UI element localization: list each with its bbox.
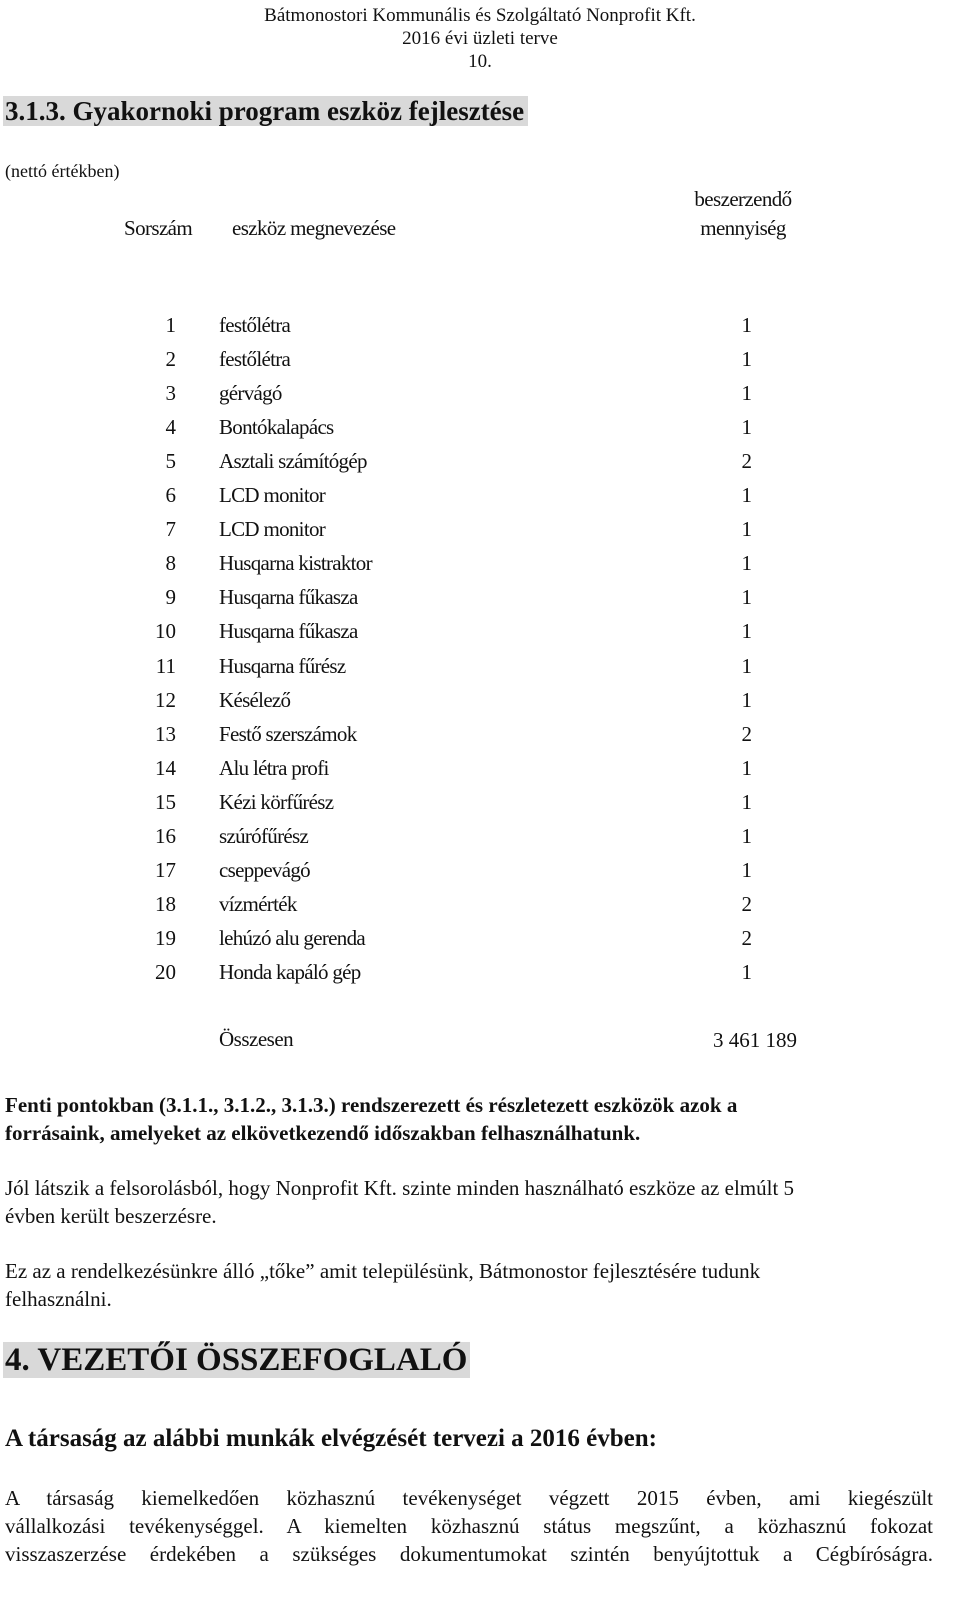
- row-quantity: 1: [741, 347, 752, 371]
- row-quantity: 1: [741, 517, 752, 541]
- section-note: (nettó értékben): [5, 161, 120, 181]
- row-number: 18: [155, 892, 176, 916]
- chapter-body-line1: A társaság kiemelkedően közhasznú tevékenységet végzett 2015 évben, ami kiegészült: [5, 1486, 933, 1510]
- table-row: [0, 444, 960, 478]
- row-number: 19: [155, 926, 176, 950]
- paragraph-capital-line1: Ez az a rendelkezésünkre álló „tőke” amit településünk, Bátmonostor fejlesztésére tudunk: [5, 1259, 761, 1283]
- table-row: [0, 819, 960, 853]
- row-equipment-name: Késélező: [219, 688, 291, 712]
- header-plan: 2016 évi üzleti terve: [402, 28, 558, 49]
- chapter-subtitle: A társaság az alábbi munkák elvégzését tervezi a 2016 évben:: [5, 1425, 658, 1452]
- total-value: 3 461 189: [713, 1028, 797, 1052]
- row-quantity: 1: [741, 415, 752, 439]
- row-quantity: 1: [741, 654, 752, 678]
- row-number: 15: [155, 790, 176, 814]
- row-quantity: 1: [741, 551, 752, 575]
- row-quantity: 2: [741, 722, 752, 746]
- paragraph-resources-line1: Fenti pontokban (3.1.1., 3.1.2., 3.1.3.) rendszerezett és részletezett eszközök azok a: [5, 1093, 738, 1117]
- table-row: [0, 512, 960, 546]
- row-equipment-name: Husqarna fűrész: [219, 654, 346, 678]
- row-equipment-name: LCD monitor: [219, 483, 326, 507]
- row-equipment-name: cseppevágó: [219, 858, 310, 882]
- row-number: 13: [155, 722, 176, 746]
- table-row: [0, 478, 960, 512]
- row-equipment-name: szúrófűrész: [219, 824, 309, 848]
- row-equipment-name: Husqarna fűkasza: [219, 585, 358, 609]
- row-equipment-name: Kézi körfűrész: [219, 790, 334, 814]
- row-quantity: 2: [741, 449, 752, 473]
- table-row: [0, 921, 960, 955]
- total-label: Összesen: [219, 1027, 294, 1051]
- table-row: [0, 649, 960, 683]
- header-qty-line1: beszerzendő: [694, 187, 792, 211]
- row-number: 2: [165, 347, 176, 371]
- paragraph-procurement-line2: évben került beszerzésre.: [5, 1204, 217, 1228]
- row-equipment-name: vízmérték: [219, 892, 297, 916]
- row-quantity: 2: [741, 926, 752, 950]
- table-row: [0, 614, 960, 648]
- chapter-title-text: 4. VEZETŐI ÖSSZEFOGLALÓ: [3, 1342, 470, 1378]
- row-quantity: 1: [741, 483, 752, 507]
- paragraph-resources-line2: forrásaink, amelyeket az elkövetkezendő időszakban felhasználhatunk.: [5, 1121, 641, 1145]
- row-number: 14: [155, 756, 176, 780]
- row-equipment-name: Alu létra profi: [219, 756, 329, 780]
- row-equipment-name: festőlétra: [219, 347, 291, 371]
- row-number: 16: [155, 824, 176, 848]
- row-quantity: 2: [741, 892, 752, 916]
- row-equipment-name: gérvágó: [219, 381, 282, 405]
- table-row: [0, 785, 960, 819]
- section-title-text: 3.1.3. Gyakornoki program eszköz fejlesztése: [3, 96, 528, 126]
- row-quantity: 1: [741, 313, 752, 337]
- row-quantity: 1: [741, 824, 752, 848]
- paragraph-procurement-line1: Jól látszik a felsorolásból, hogy Nonprofit Kft. szinte minden használható eszköze az elmúlt 5: [5, 1176, 795, 1200]
- row-equipment-name: Husqarna fűkasza: [219, 619, 358, 643]
- row-quantity: 1: [741, 858, 752, 882]
- table-row: [0, 853, 960, 887]
- chapter-body-line2: vállalkozási tevékenységgel. A kiemelten közhasznú státus megszűnt, a közhasznú fokozat: [5, 1514, 933, 1538]
- table-row: [0, 955, 960, 989]
- row-quantity: 1: [741, 381, 752, 405]
- row-number: 12: [155, 688, 176, 712]
- row-number: 17: [155, 858, 176, 882]
- header-company: Bátmonostori Kommunális és Szolgáltató Nonprofit Kft.: [264, 5, 696, 26]
- row-number: 5: [165, 449, 176, 473]
- row-equipment-name: Asztali számítógép: [219, 449, 367, 473]
- chapter-title: [3, 1339, 470, 1381]
- paragraph-capital-line2: felhasználni.: [5, 1287, 112, 1311]
- table-row: [0, 683, 960, 717]
- table-row: [0, 580, 960, 614]
- table-row: [0, 751, 960, 785]
- header-number: Sorszám: [124, 216, 193, 240]
- header-name: eszköz megnevezése: [232, 216, 396, 240]
- row-number: 9: [165, 585, 176, 609]
- header-qty-line2: mennyiség: [700, 216, 786, 240]
- table-row: [0, 717, 960, 751]
- chapter-body-line3: visszaszerzése érdekében a szükséges dokumentumokat szintén benyújtottuk a Cégbíróságra.: [5, 1542, 933, 1566]
- row-quantity: 1: [741, 790, 752, 814]
- row-quantity: 1: [741, 756, 752, 780]
- row-number: 4: [165, 415, 176, 439]
- row-equipment-name: Festő szerszámok: [219, 722, 357, 746]
- paragraph-capital: [5, 1257, 940, 1313]
- table-row: [0, 410, 960, 444]
- row-quantity: 1: [741, 960, 752, 984]
- row-number: 10: [155, 619, 176, 643]
- section-title: [3, 94, 528, 128]
- table-row: [0, 308, 960, 342]
- row-number: 8: [165, 551, 176, 575]
- row-number: 20: [155, 960, 176, 984]
- row-number: 11: [155, 654, 176, 678]
- row-quantity: 1: [741, 619, 752, 643]
- row-equipment-name: lehúzó alu gerenda: [219, 926, 365, 950]
- paragraph-procurement: [5, 1174, 940, 1230]
- table-row: [0, 376, 960, 410]
- row-quantity: 1: [741, 688, 752, 712]
- page-number: 10.: [468, 51, 492, 72]
- paragraph-resources: [5, 1091, 940, 1147]
- row-quantity: 1: [741, 585, 752, 609]
- row-equipment-name: Honda kapáló gép: [219, 960, 361, 984]
- chapter-body: [5, 1484, 933, 1568]
- row-equipment-name: Bontókalapács: [219, 415, 334, 439]
- row-number: 1: [165, 313, 176, 337]
- table-row: [0, 342, 960, 376]
- row-number: 7: [165, 517, 176, 541]
- table-row: [0, 887, 960, 921]
- row-number: 6: [165, 483, 176, 507]
- row-number: 3: [165, 381, 176, 405]
- row-equipment-name: Husqarna kistraktor: [219, 551, 372, 575]
- row-equipment-name: LCD monitor: [219, 517, 326, 541]
- row-equipment-name: festőlétra: [219, 313, 291, 337]
- table-row: [0, 546, 960, 580]
